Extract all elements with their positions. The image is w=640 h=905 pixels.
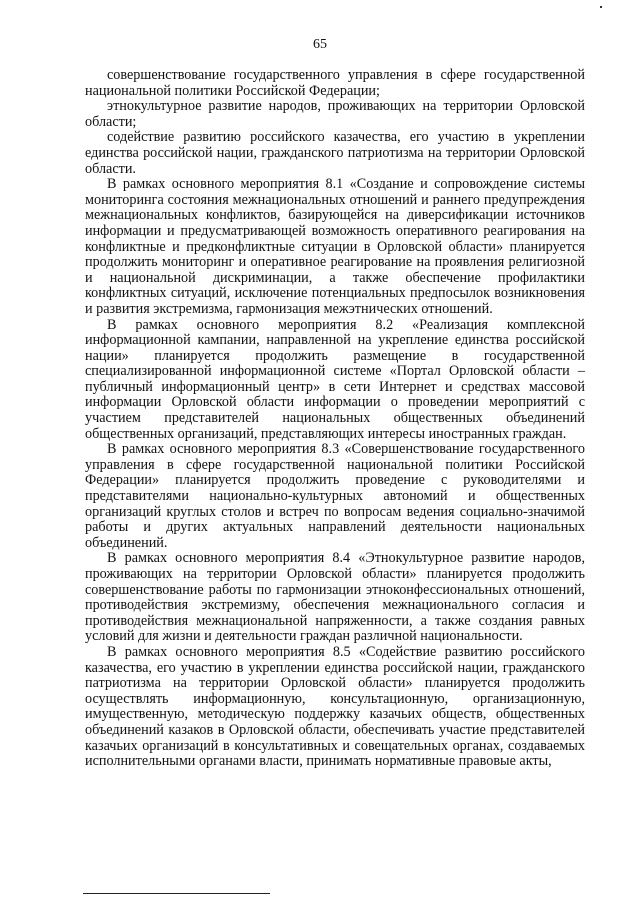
paragraph: В рамках основного мероприятия 8.5 «Содействие развитию российского казачества, его участию в укреплении единства российской нации, гражданского патриотизма на территории Орловской области» планируется продолжить осуществлять информационную, консультационную, организационную, имущественную, методическую поддержку казачьих обществ, общественных объединений казаков в Орловской области, обеспечивать участие представителей казачьих организаций в консультативных и совещательных органах, создаваемых исполнительными органами власти, принимать нормативные правовые акты,: [85, 643, 585, 770]
paragraph: содействие развитию российского казачества, его участию в укреплении единства российской нации, гражданского патриотизма на территории Орловской области.: [85, 129, 585, 177]
paragraph: В рамках основного мероприятия 8.1 «Создание и сопровождение системы мониторинга состояния межнациональных отношений и раннего предупреждения межнациональных конфликтов, базирующейся на диверсификации источников информации и предусматривающей возможность оперативного реагирования на конфликтные и предконфликтные ситуации в Орловской области» планируется продолжить мониторинг и оперативное реагирование на проявления религиозной и национальной дискриминации, а также обеспечение профилактики конфликтных ситуаций, исключение потенциальных предпосылок возникновения и развития экстремизма, гармонизация межэтнических отношений.: [85, 176, 585, 317]
scan-speck: [600, 6, 602, 8]
footnote-separator-line: [83, 893, 270, 894]
page-number: 65: [313, 37, 327, 52]
paragraph: В рамках основного мероприятия 8.2 «Реализация комплексной информационной кампании, направленной на укрепление единства российской нации» планируется продолжить размещение в государственной специализированной информационной системе «Портал Орловской области – публичный информационный центр» в сети Интернет и средствах массовой информации Орловской области информации о проведении мероприятий с участием представителей национальных общественных объединений общественных организаций, представляющих интересы иностранных граждан.: [85, 316, 585, 442]
document-body: [85, 68, 585, 770]
paragraph: совершенствование государственного управления в сфере государственной национальной политики Российской Федерации;: [85, 67, 585, 99]
paragraph: В рамках основного мероприятия 8.3 «Совершенствование государственного управления в сфере государственной национальной политики Российской Федерации» планируется продолжить проведение с руководителями и представителями национально-культурных автономий и общественных организаций круглых столов и встреч по вопросам ведения социально-значимой работы и других актуальных направлений деятельности национальных объединений.: [85, 441, 585, 551]
paragraph: этнокультурное развитие народов, проживающих на территории Орловской области;: [85, 98, 585, 130]
paragraph: В рамках основного мероприятия 8.4 «Этнокультурное развитие народов, проживающих на территории Орловской области» планируется продолжить совершенствование работы по гармонизации этноконфессиональных отношений, противодействия экстремизму, обеспечения межнационального согласия и противодействия межнациональной напряженности, а также создания равных условий для жизни и деятельности граждан различной национальности.: [85, 550, 585, 645]
